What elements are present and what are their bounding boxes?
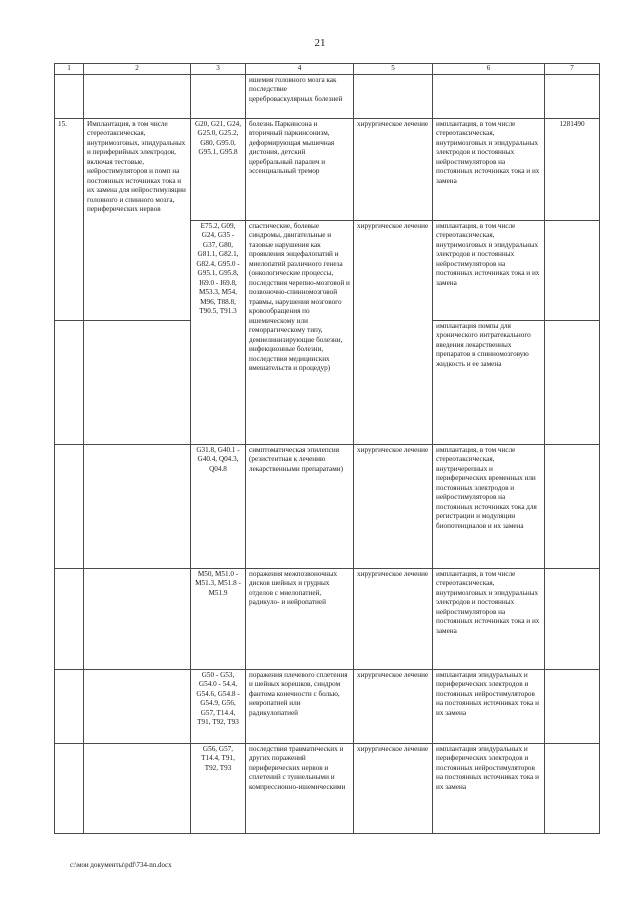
cell-method: имплантация, в том числе стереотаксическая, внутримозговых и эпидуральных электродов и постоянных нейростимуляторов на постоянных источниках тока и их замена <box>433 220 545 320</box>
cell-codes: G56, G57, T14.4, T91, T92, T93 <box>191 743 246 833</box>
table-header-row <box>55 64 600 75</box>
cell-method: имплантация эпидуральных и периферических электродов и постоянных нейростимуляторов на постоянных источниках тока и их замена <box>433 743 545 833</box>
cell-price <box>545 669 600 743</box>
cell-price <box>545 74 600 118</box>
cell-codes <box>191 74 246 118</box>
cell-number <box>55 743 84 833</box>
cell-treatment <box>354 74 433 118</box>
cell-disease: последствия травматических и других поражений периферических нервов и сплетений с туннельными и компрессионно-ишемическими <box>246 743 354 833</box>
table-row <box>55 743 600 833</box>
cell-codes: G20, G21, G24, G25.0, G25.2, G80, G95.0, G95.1, G95.8 <box>191 118 246 220</box>
cell-method: имплантация, в том числе стереотаксическая, внутримозговых и эпидуральных электродов и постоянных нейростимуляторов на постоянных источниках тока и их замена <box>433 568 545 669</box>
cell-number <box>55 444 84 568</box>
table-row <box>55 669 600 743</box>
cell-disease: ишемия головного мозга как последствие цереброваскулярных болезней <box>246 74 354 118</box>
cell-method <box>433 74 545 118</box>
cell-price <box>545 220 600 320</box>
cell-procedure <box>84 74 191 118</box>
column-header: 7 <box>545 64 600 75</box>
cell-number <box>55 669 84 743</box>
column-header: 2 <box>84 64 191 75</box>
cell-treatment: хирургическое лечение <box>354 444 433 568</box>
page-number: 21 <box>314 37 326 49</box>
column-header: 5 <box>354 64 433 75</box>
cell-price <box>545 743 600 833</box>
cell-number: 15. <box>55 118 84 320</box>
cell-disease: болезнь Паркинсона и вторичный паркинсонизм, деформирующая мышечная дистония, детский церебральный паралич и эссенциальный тремор <box>246 118 354 220</box>
cell-treatment: хирургическое лечение <box>354 669 433 743</box>
cell-procedure <box>84 444 191 568</box>
cell-method: имплантация, в том числе стереотаксическая, внутримозговых и эпидуральных электродов и постоянных нейростимуляторов на постоянных источниках тока и их замена <box>433 118 545 220</box>
cell-treatment: хирургическое лечение <box>354 220 433 444</box>
table-row <box>55 118 600 220</box>
column-header: 6 <box>433 64 545 75</box>
cell-codes: M50, M51.0 - M51.3, M51.8 - M51.9 <box>191 568 246 669</box>
footer-file-path: c:\мои документы\pdf\734-nn.docx <box>70 861 172 869</box>
cell-procedure: Имплантация, в том числе стереотаксическая, внутримозговых, эпидуральных и периферийных электродов, включая тестовые, нейростимуляторов и помп на постоянных источниках тока и их замена для нейростимуляции головного и спинного мозга, периферических нервов <box>84 118 191 320</box>
cell-disease: симптоматическая эпилепсия (резистентная к лечению лекарственными препаратами) <box>246 444 354 568</box>
cell-procedure <box>84 568 191 669</box>
cell-price <box>545 444 600 568</box>
cell-price <box>545 568 600 669</box>
column-header: 4 <box>246 64 354 75</box>
medical-procedures-table <box>54 63 600 834</box>
cell-disease: поражения плечевого сплетения и шейных корешков, синдром фантома конечности с болью, невропатией или радикулопатией <box>246 669 354 743</box>
cell-procedure <box>84 743 191 833</box>
cell-number <box>55 320 84 444</box>
cell-procedure <box>84 669 191 743</box>
cell-disease: поражения межпозвоночных дисков шейных и грудных отделов с миелопатией, радикуло- и нейропатией <box>246 568 354 669</box>
cell-treatment: хирургическое лечение <box>354 743 433 833</box>
cell-method: имплантация эпидуральных и периферических электродов и постоянных нейростимуляторов на постоянных источниках тока и их замена <box>433 669 545 743</box>
cell-price: 1281490 <box>545 118 600 220</box>
cell-treatment: хирургическое лечение <box>354 118 433 220</box>
cell-treatment: хирургическое лечение <box>354 568 433 669</box>
table-row <box>55 568 600 669</box>
column-header: 3 <box>191 64 246 75</box>
cell-disease: спастические, болевые синдромы, двигательные и тазовые нарушения как проявления энцефалопатий и миелопатий различного генеза (онкологические процессы, последствия черепно-мозговой и позвоночно-спинномозговой травмы, нарушения мозгового кровообращения по ишемическому или геморрагическому типу, демиелинизирующие болезни, инфекционные болезни, последствия медицинских вмешательств и процедур) <box>246 220 354 444</box>
table-row <box>55 444 600 568</box>
column-header: 1 <box>55 64 84 75</box>
cell-codes: G50 - G53, G54.0 - 54.4, G54.6, G54.8 - G54.9, G56, G57, T14.4, T91, T92, T93 <box>191 669 246 743</box>
table-row-carryover <box>55 74 600 118</box>
cell-method: имплантация, в том числе стереотаксическая, внутричерепных и периферических временных или постоянных электродов и нейростимуляторов на постоянных источниках тока для регистрации и модуляции биопотенциалов и их замена <box>433 444 545 568</box>
cell-number <box>55 568 84 669</box>
cell-number <box>55 74 84 118</box>
cell-codes: G31.8, G40.1 - G40.4, Q04.3, Q04.8 <box>191 444 246 568</box>
cell-price <box>545 320 600 444</box>
cell-method: имплантация помпы для хронического интратекального введения лекарственных препаратов в спинномозговую жидкость и ее замена <box>433 320 545 444</box>
cell-codes: E75.2, G09, G24, G35 - G37, G80, G81.1, G82.1, G82.4, G95.0 - G95.1, G95.8, I69.0 - I69.8, M53.3, M54, M96, T88.8, T90.5, T91.3 <box>191 220 246 444</box>
cell-procedure <box>84 320 191 444</box>
